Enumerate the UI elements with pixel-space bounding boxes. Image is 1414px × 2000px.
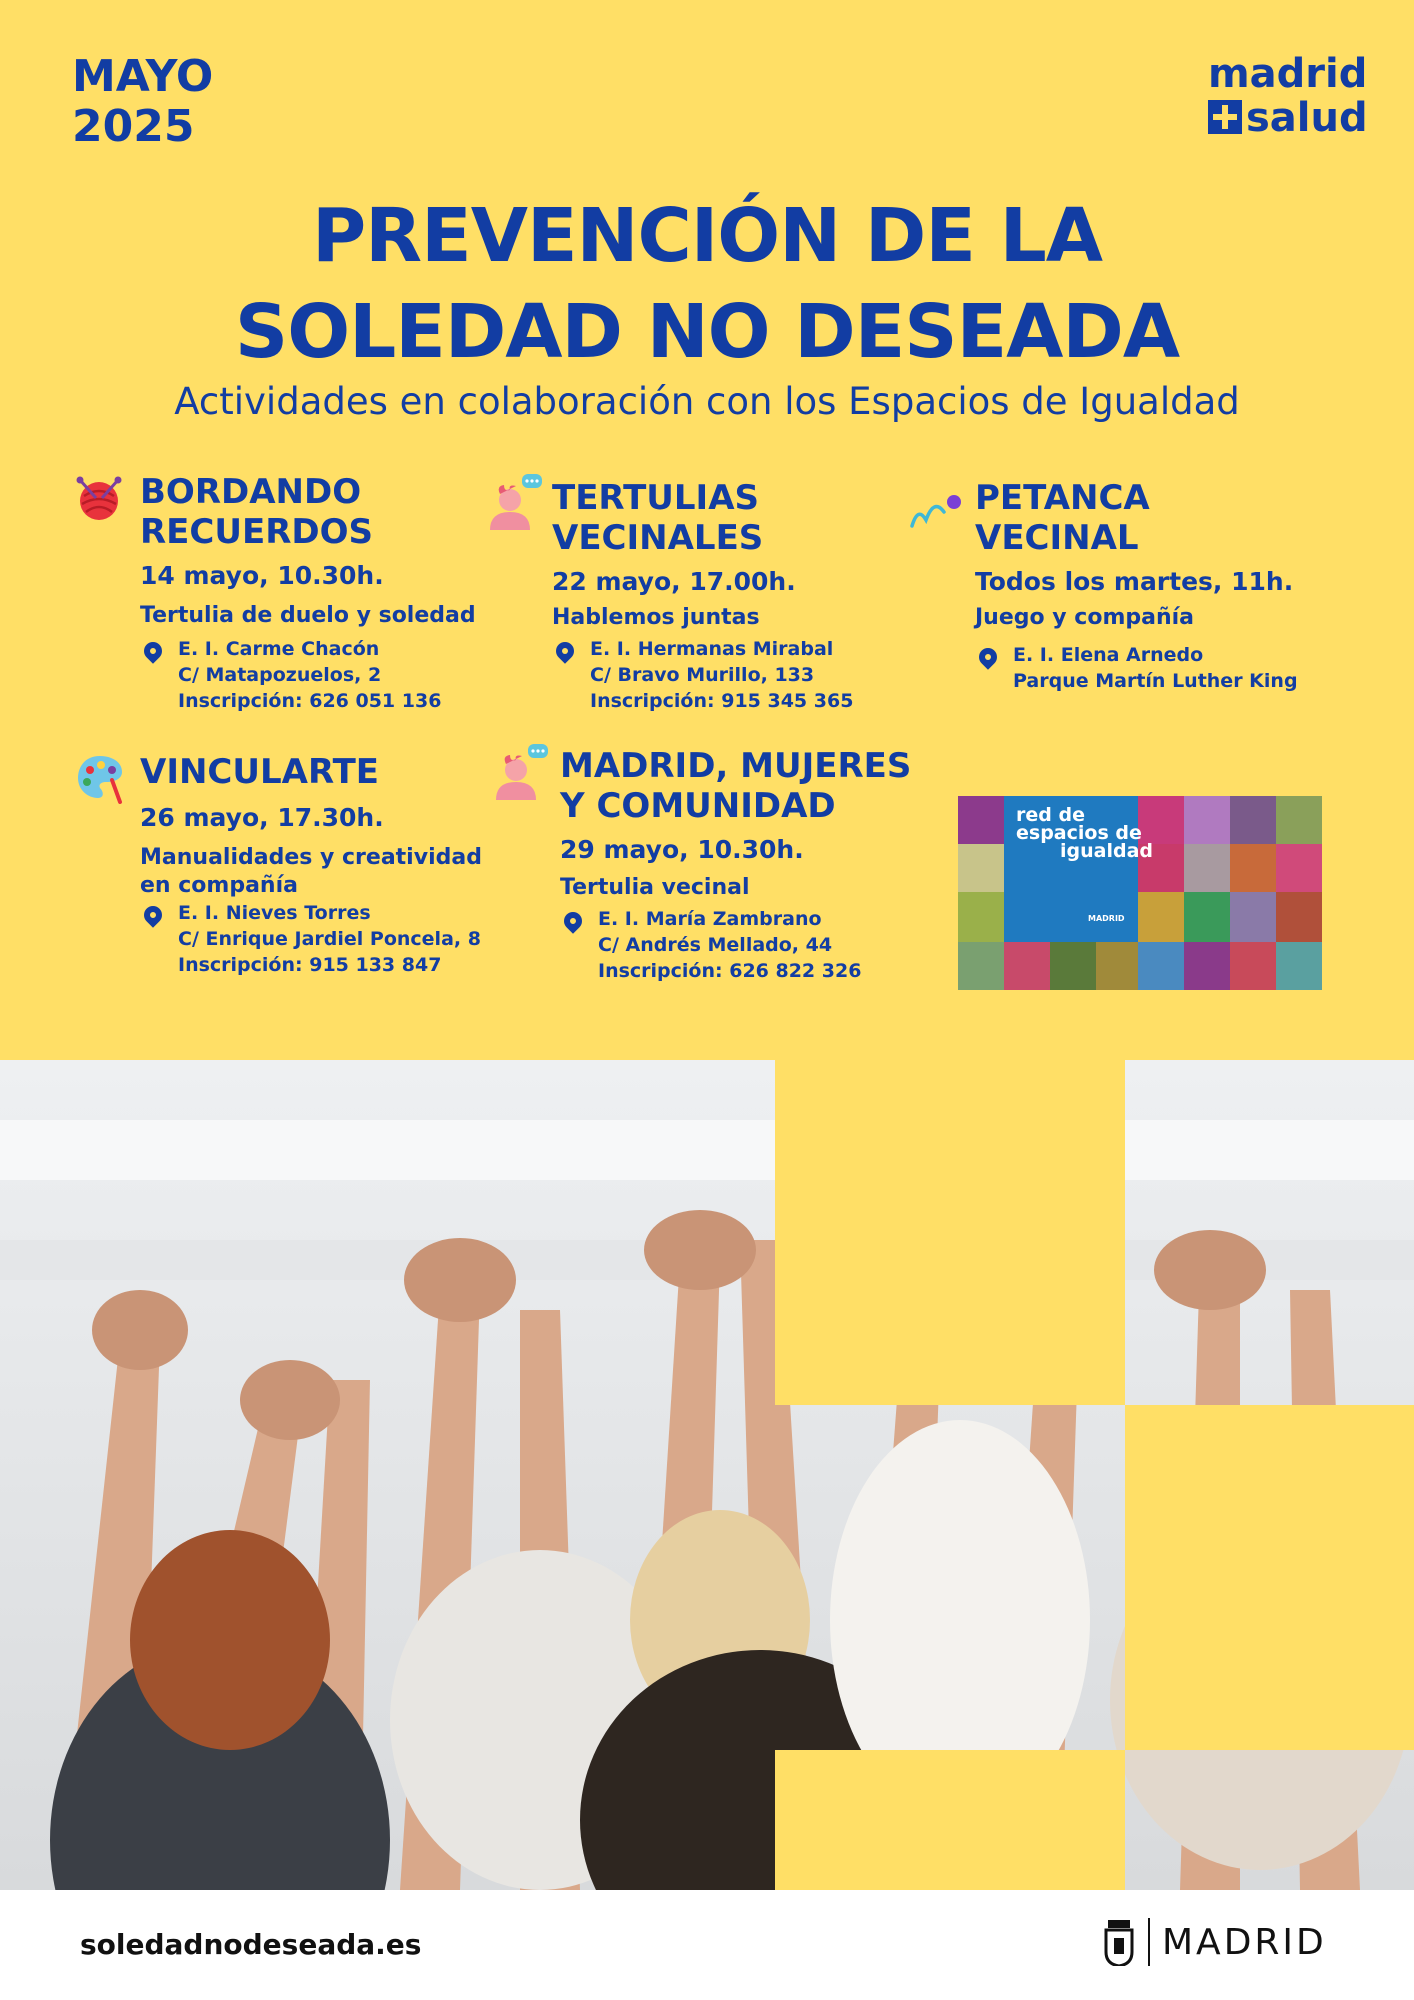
location-name: E. I. María Zambrano — [598, 908, 822, 930]
network-logo-line: espacios de — [1016, 822, 1142, 844]
location-phone: Inscripción: 915 133 847 — [178, 954, 442, 976]
website-link[interactable]: soledadnodeseada.es — [80, 1928, 422, 1961]
activity-date: Todos los martes, 11h. — [975, 567, 1294, 596]
brand-line2: salud — [1246, 95, 1368, 141]
hands-raised-photo — [0, 1060, 1414, 1890]
activity-title: PETANCA — [975, 478, 1150, 518]
activity-title: TERTULIAS — [552, 478, 759, 518]
activity-description: Hablemos juntas — [552, 605, 760, 630]
yellow-block — [775, 1750, 1125, 1890]
activity-title: VECINAL — [975, 518, 1139, 558]
footer-separator — [1148, 1918, 1150, 1966]
madrid-logo-text: MADRID — [1162, 1922, 1327, 1963]
activity-title: BORDANDO — [140, 472, 362, 512]
location-name: E. I. Hermanas Mirabal — [590, 638, 834, 660]
title-line2: SOLEDAD NO DESEADA — [234, 289, 1180, 375]
location-address: Parque Martín Luther King — [1013, 670, 1298, 692]
location-address: C/ Matapozuelos, 2 — [178, 664, 382, 686]
location-name: E. I. Carme Chacón — [178, 638, 380, 660]
network-logo — [958, 796, 1322, 990]
location-address: C/ Bravo Murillo, 133 — [590, 664, 815, 686]
network-logo-city: MADRID — [1088, 914, 1125, 923]
location-name: E. I. Nieves Torres — [178, 902, 371, 924]
activity-date: 26 mayo, 17.30h. — [140, 803, 384, 832]
footer — [0, 1890, 1414, 2000]
activity-petanca — [975, 478, 1335, 694]
page-subtitle: Actividades en colaboración con los Espacios de Igualdad — [174, 380, 1240, 423]
page-title — [0, 188, 1414, 380]
woman-chat-icon — [486, 472, 544, 536]
network-logo-text — [1016, 806, 1153, 860]
activity-title: VINCULARTE — [140, 752, 380, 792]
location-phone: Inscripción: 915 345 365 — [590, 690, 854, 712]
activity-vincularte — [140, 752, 520, 978]
yarn-ball-icon — [74, 474, 124, 528]
activity-description: Tertulia de duelo y soledad — [140, 603, 476, 628]
activity-location — [140, 636, 480, 714]
paint-palette-icon — [74, 752, 126, 808]
activity-tertulias — [552, 478, 892, 714]
activity-location — [560, 906, 940, 984]
location-pin-icon — [552, 638, 577, 663]
location-address: C/ Andrés Mellado, 44 — [598, 934, 833, 956]
location-phone: Inscripción: 626 822 326 — [598, 960, 862, 982]
activity-title: RECUERDOS — [140, 512, 373, 552]
location-pin-icon — [975, 644, 1000, 669]
activity-location — [552, 636, 892, 714]
ball-throw-icon — [908, 490, 964, 534]
network-logo-line: igualdad — [1060, 840, 1153, 862]
yellow-block — [775, 1060, 1125, 1405]
activity-description: Juego y compañía — [975, 605, 1195, 630]
location-pin-icon — [140, 902, 165, 927]
madrid-salud-logo — [1208, 52, 1368, 140]
activity-description: en compañía — [140, 873, 298, 898]
location-name: E. I. Elena Arnedo — [1013, 644, 1204, 666]
month-label: MAYO — [72, 51, 214, 102]
title-line1: PREVENCIÓN DE LA — [311, 193, 1103, 279]
activity-title: MADRID, MUJERES — [560, 746, 912, 786]
activity-bordando — [140, 472, 480, 714]
activity-date: 22 mayo, 17.00h. — [552, 567, 796, 596]
activity-location — [975, 642, 1335, 694]
location-phone: Inscripción: 626 051 136 — [178, 690, 442, 712]
brand-line1: madrid — [1208, 51, 1368, 97]
activity-title: VECINALES — [552, 518, 764, 558]
month-year — [72, 52, 213, 152]
activity-location — [140, 900, 520, 978]
woman-chat-icon — [492, 742, 550, 806]
yellow-block — [1125, 1405, 1414, 1750]
activity-date: 29 mayo, 10.30h. — [560, 835, 804, 864]
plus-icon — [1208, 100, 1242, 134]
madrid-coat-of-arms-icon — [1104, 1920, 1134, 1970]
location-address: C/ Enrique Jardiel Poncela, 8 — [178, 928, 481, 950]
activity-description: Tertulia vecinal — [560, 875, 750, 900]
activity-madrid-mujeres — [560, 746, 940, 984]
activity-description: Manualidades y creatividad — [140, 845, 482, 870]
activity-title: Y COMUNIDAD — [560, 786, 836, 826]
location-pin-icon — [560, 908, 585, 933]
year-label: 2025 — [72, 101, 195, 152]
network-logo-line: red de — [1016, 804, 1085, 826]
location-pin-icon — [140, 638, 165, 663]
activity-date: 14 mayo, 10.30h. — [140, 561, 384, 590]
